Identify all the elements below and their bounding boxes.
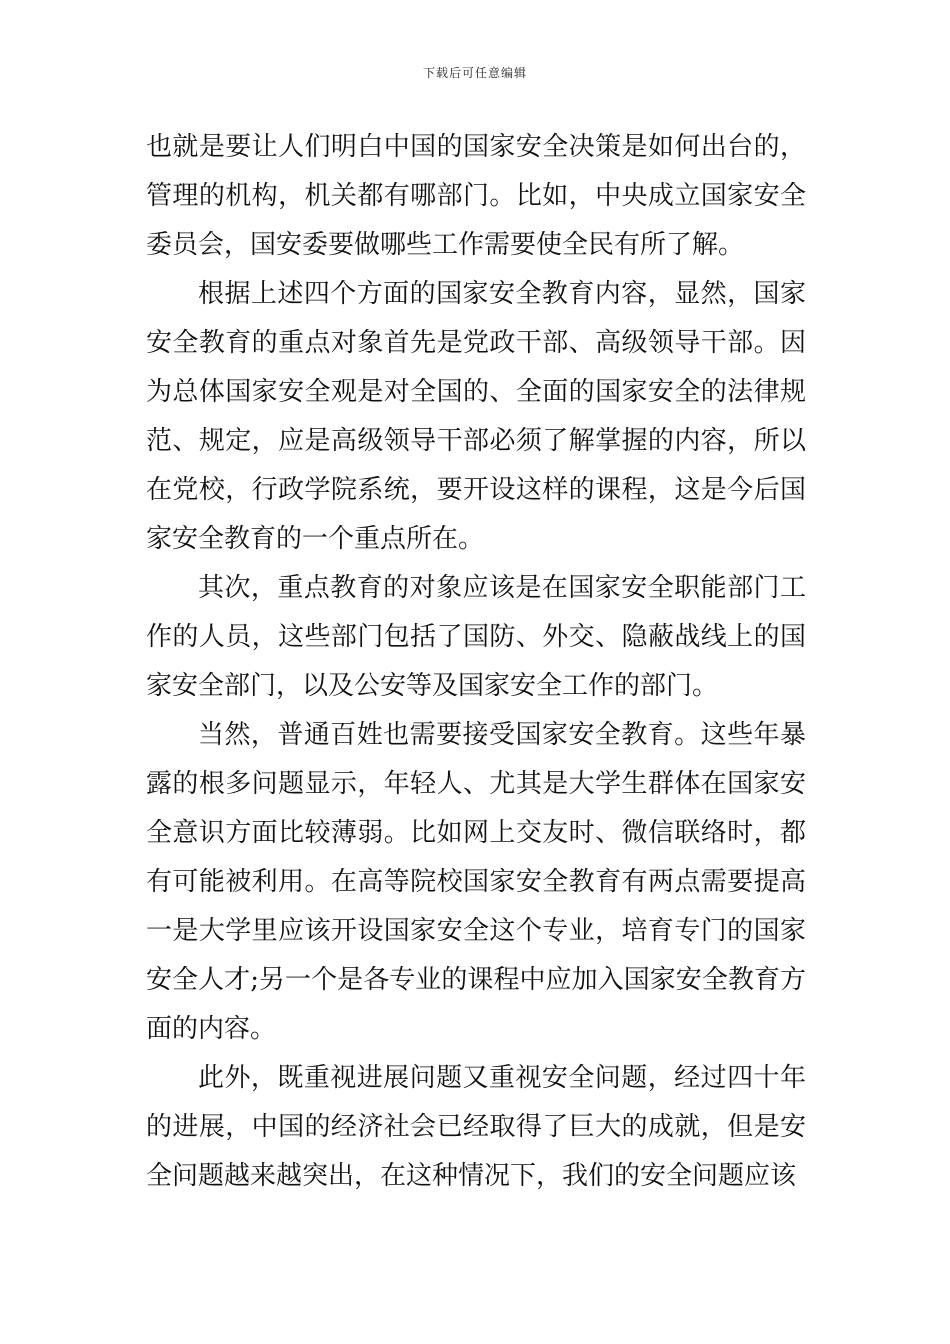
text-line: 一是大学里应该开设国家安全这个专业，培育专门的国家 [146, 916, 806, 946]
text-line: 范、规定，应是高级领导干部必须了解掌握的内容，所以 [146, 426, 806, 456]
text-line: 当然，普通百姓也需要接受国家安全教育。这些年暴 [198, 720, 806, 750]
text-line: 家安全部门，以及公安等及国家安全工作的部门。 [146, 671, 719, 701]
text-line: 此外，既重视进展问题又重视安全问题，经过四十年 [198, 1063, 806, 1093]
text-line: 面的内容。 [146, 1014, 277, 1044]
text-line: 露的根多问题显示，年轻人、尤其是大学生群体在国家安 [146, 769, 806, 799]
text-line: 委员会，国安委要做哪些工作需要使全民有所了解。 [146, 230, 745, 260]
text-line: 管理的机构，机关都有哪部门。比如，中央成立国家安全 [146, 181, 806, 211]
text-line: 其次，重点教育的对象应该是在国家安全职能部门工 [198, 573, 806, 603]
document-body [146, 123, 806, 1201]
text-line: 全问题越来越突出，在这种情况下，我们的安全问题应该 [146, 1161, 797, 1191]
text-line: 家安全教育的一个重点所在。 [146, 524, 485, 554]
paragraph [146, 123, 806, 270]
paragraph [146, 270, 806, 564]
text-line: 有可能被利用。在高等院校国家安全教育有两点需要提高 [146, 867, 806, 897]
text-line: 安全教育的重点对象首先是党政干部、高级领导干部。因 [146, 328, 806, 358]
paragraph [146, 1054, 806, 1201]
text-line: 为总体国家安全观是对全国的、全面的国家安全的法律规 [146, 377, 806, 407]
text-line: 在党校，行政学院系统，要开设这样的课程，这是今后国 [146, 475, 806, 505]
text-line: 也就是要让人们明白中国的国家安全决策是如何出台的， [146, 132, 806, 162]
text-line: 的进展，中国的经济社会已经取得了巨大的成就，但是安 [146, 1112, 806, 1142]
text-line: 作的人员，这些部门包括了国防、外交、隐蔽战线上的国 [146, 622, 806, 652]
paragraph [146, 564, 806, 711]
paragraph-list [146, 123, 806, 1201]
paragraph [146, 711, 806, 1054]
page-header: 下载后可任意编辑 [422, 66, 527, 80]
text-line: 安全人才;另一个是各专业的课程中应加入国家安全教育方 [146, 965, 806, 995]
text-line: 根据上述四个方面的国家安全教育内容，显然，国家 [198, 279, 806, 309]
text-line: 全意识方面比较薄弱。比如网上交友时、微信联络时，都 [146, 818, 806, 848]
